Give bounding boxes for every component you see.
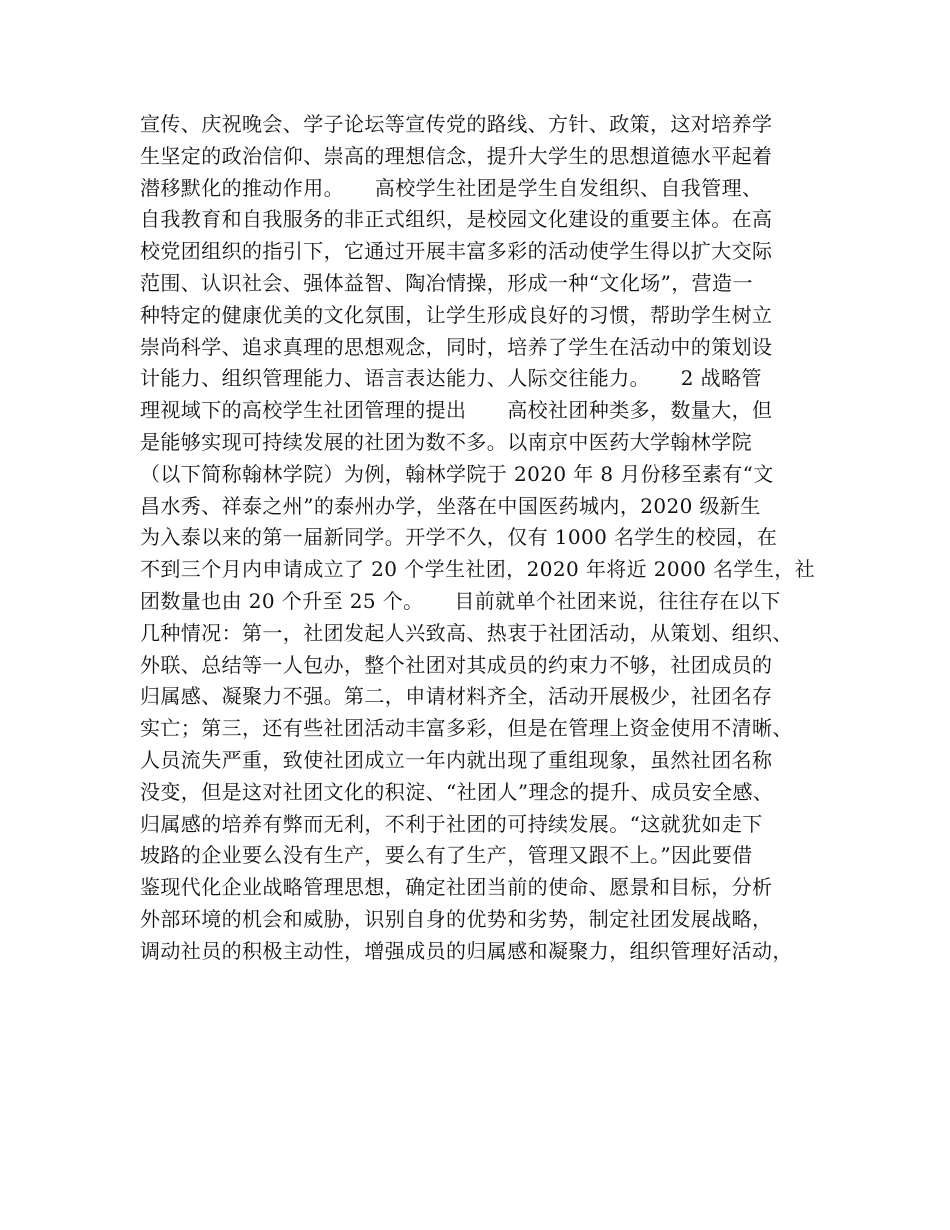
text-line: 理视域下的高校学生社团管理的提出 高校社团种类多，数量大，但 xyxy=(140,398,773,423)
text-line: 为入泰以来的第一届新同学。开学不久，仅有 1000 名学生的校园，在 xyxy=(140,525,778,550)
text-line: 不到三个月内申请成立了 20 个学生社团，2020 年将近 2000 名学生，社 xyxy=(140,557,816,582)
text-line: 归属感的培养有弊而无利，不利于社团的可持续发展。“这就犹如走下 xyxy=(140,811,763,836)
text-line: 归属感、凝聚力不强。第二，申请材料齐全，活动开展极少，社团名存 xyxy=(140,684,773,709)
text-line: 调动社员的积极主动性，增强成员的归属感和凝聚力，组织管理好活动， xyxy=(140,938,793,963)
text-line: 实亡；第三，还有些社团活动丰富多彩，但是在管理上资金使用不清晰、 xyxy=(140,716,793,741)
text-line: 种特定的健康优美的文化氛围，让学生形成良好的习惯，帮助学生树立 xyxy=(140,302,773,327)
text-line: 鉴现代化企业战略管理思想，确定社团当前的使命、愿景和目标，分析 xyxy=(140,875,773,900)
text-line: 自我教育和自我服务的非正式组织，是校园文化建设的重要主体。在高 xyxy=(140,207,773,232)
text-line: 范围、认识社会、强体益智、陶冶情操，形成一种“文化场”，营造一 xyxy=(140,270,753,295)
text-line: 校党团组织的指引下，它通过开展丰富多彩的活动使学生得以扩大交际 xyxy=(140,239,773,264)
text-line: 人员流失严重，致使社团成立一年内就出现了重组现象，虽然社团名称 xyxy=(140,747,773,772)
text-line: 昌水秀、祥泰之州”的泰州办学，坐落在中国医药城内，2020 级新生 xyxy=(140,493,761,518)
text-line: 坡路的企业要么没有生产，要么有了生产，管理又跟不上。”因此要借 xyxy=(140,843,753,868)
body-text xyxy=(140,109,820,968)
text-line: 生坚定的政治信仰、崇高的理想信念，提升大学生的思想道德水平起着 xyxy=(140,143,773,168)
text-line: 几种情况：第一，社团发起人兴致高、热衷于社团活动，从策划、组织、 xyxy=(140,620,793,645)
text-line: （以下简称翰林学院）为例，翰林学院于 2020 年 8 月份移至素有“文 xyxy=(140,461,774,486)
text-line: 外部环境的机会和威胁，识别自身的优势和劣势，制定社团发展战略， xyxy=(140,906,773,931)
text-line: 宣传、庆祝晚会、学子论坛等宣传党的路线、方针、政策，这对培养学 xyxy=(140,112,773,136)
text-line: 潜移默化的推动作用。 高校学生社团是学生自发组织、自我管理、 xyxy=(140,175,763,200)
text-line: 崇尚科学、追求真理的思想观念，同时，培养了学生在活动中的策划设 xyxy=(140,334,773,359)
text-line: 计能力、组织管理能力、语言表达能力、人际交往能力。 2 战略管 xyxy=(140,366,762,391)
text-line: 外联、总结等一人包办，整个社团对其成员的约束力不够，社团成员的 xyxy=(140,652,773,677)
text-line: 是能够实现可持续发展的社团为数不多。以南京中医药大学翰林学院 xyxy=(140,429,752,454)
text-line: 团数量也由 20 个升至 25 个。 目前就单个社团来说，往往存在以下 xyxy=(140,588,781,613)
text-line: 没变，但是这对社团文化的积淀、“社团人”理念的提升、成员安全感、 xyxy=(140,779,774,804)
